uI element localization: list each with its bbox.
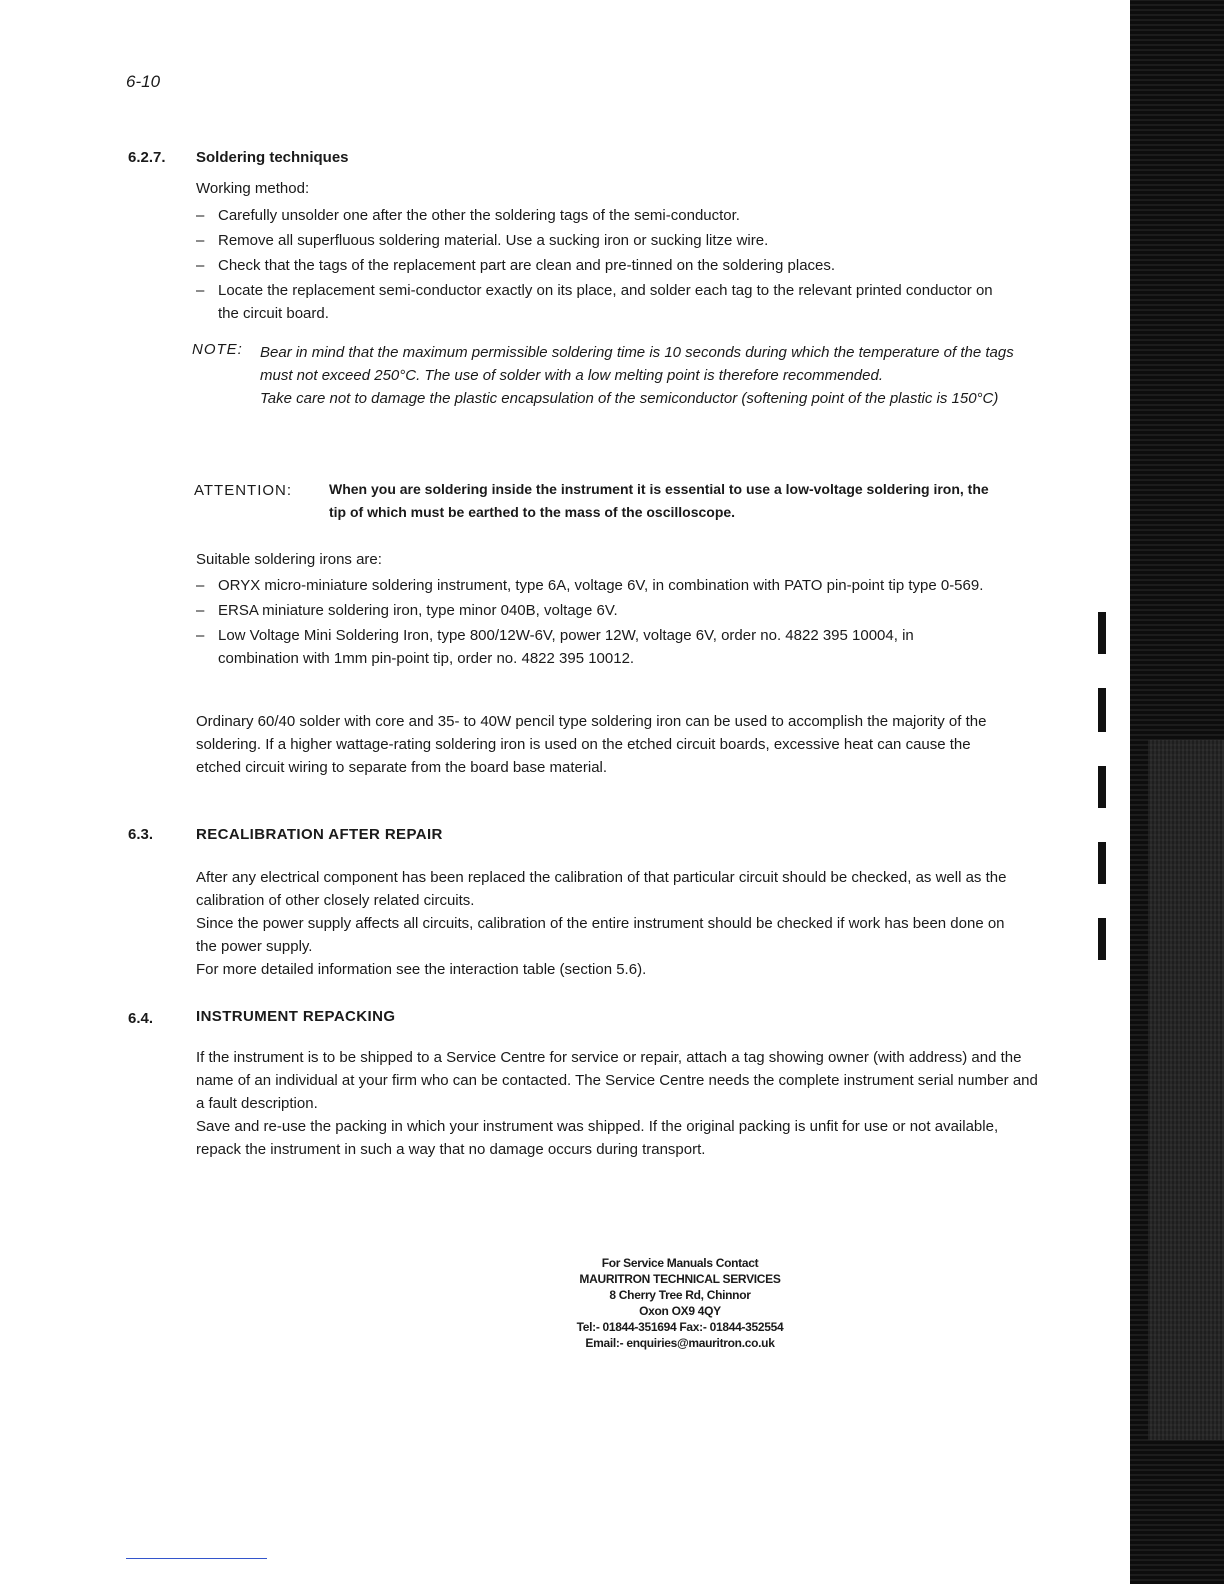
- recalibration-paragraph-3: For more detailed information see the interaction table (section 5.6).: [196, 961, 647, 978]
- binder-hole-mark: [1098, 688, 1106, 732]
- binder-hole-mark: [1098, 918, 1106, 960]
- list-item: – Locate the replacement semi-conductor exactly on its place, and solder each tag to the relevant printed conductor on the circuit board.: [196, 279, 1016, 325]
- contact-line: Email:- enquiries@mauritron.co.uk: [585, 1336, 775, 1350]
- binder-hole-mark: [1098, 766, 1106, 808]
- binder-hole-mark: [1098, 612, 1106, 654]
- note-label: NOTE:: [192, 341, 243, 358]
- section-number-6-4: 6.4.: [128, 1010, 154, 1027]
- list-item: – Carefully unsolder one after the other the soldering tags of the semi-conductor.: [196, 204, 1016, 227]
- section-number-6-2-7: 6.2.7.: [128, 149, 166, 166]
- contact-line: 8 Cherry Tree Rd, Chinnor: [609, 1288, 751, 1302]
- contact-line: MAURITRON TECHNICAL SERVICES: [579, 1272, 781, 1286]
- working-method-steps: [196, 204, 1016, 327]
- section-title-instrument-repacking: INSTRUMENT REPACKING: [196, 1008, 396, 1025]
- attention-label: ATTENTION:: [194, 482, 293, 499]
- working-method-intro: Working method:: [196, 180, 310, 197]
- soldering-irons-list: [196, 574, 996, 672]
- ordinary-solder-paragraph: Ordinary 60/40 solder with core and 35- to 40W pencil type soldering iron can be used to accomplish the majority of the soldering. If a higher wattage-rating soldering iron is used on the etched circuit boards, excessive heat can cause the etched circuit wiring to separate from the board base material.: [196, 713, 987, 776]
- contact-line: Oxon OX9 4QY: [639, 1304, 721, 1318]
- scan-edge-texture: [1148, 740, 1224, 1440]
- section-title-recalibration: RECALIBRATION AFTER REPAIR: [196, 826, 443, 843]
- list-item: – ORYX micro-miniature soldering instrument, type 6A, voltage 6V, in combination with PATO pin-point tip type 0-569.: [196, 574, 996, 597]
- service-contact-block: [560, 1255, 800, 1351]
- list-item: – Check that the tags of the replacement part are clean and pre-tinned on the soldering places.: [196, 254, 1016, 277]
- note-body: [260, 341, 1020, 410]
- footer-rule: [126, 1558, 267, 1559]
- suitable-irons-intro: Suitable soldering irons are:: [196, 551, 382, 568]
- list-item: – ERSA miniature soldering iron, type minor 040B, voltage 6V.: [196, 599, 996, 622]
- note-text: Take care not to damage the plastic encapsulation of the semiconductor (softening point of the plastic is 150°C): [260, 390, 999, 407]
- contact-line: Tel:- 01844-351694 Fax:- 01844-352554: [576, 1320, 784, 1334]
- repacking-paragraph-1: If the instrument is to be shipped to a Service Centre for service or repair, attach a tag showing owner (with address) and the name of an individual at your firm who can be contacted. The Service Centre needs the complete instrument serial number and a fault description.: [196, 1049, 1038, 1112]
- contact-line: For Service Manuals Contact: [601, 1256, 759, 1270]
- page-number: 6-10: [126, 72, 161, 91]
- section-number-6-3: 6.3.: [128, 826, 154, 843]
- section-title-soldering-techniques: Soldering techniques: [196, 149, 349, 166]
- recalibration-paragraph-1: After any electrical component has been replaced the calibration of that particular circuit should be checked, as well as the calibration of other closely related circuits.: [196, 869, 1007, 909]
- note-text: Bear in mind that the maximum permissible soldering time is 10 seconds during which the temperature of the tags must not exceed 250°C. The use of solder with a low melting point is therefore recommended.: [260, 344, 1014, 384]
- binder-hole-mark: [1098, 842, 1106, 884]
- attention-text: When you are soldering inside the instrument it is essential to use a low-voltage soldering iron, the tip of which must be earthed to the mass of the oscilloscope.: [329, 481, 989, 520]
- repacking-paragraph-2: Save and re-use the packing in which your instrument was shipped. If the original packing is unfit for use or not available, repack the instrument in such a way that no damage occurs during transport.: [196, 1118, 999, 1158]
- list-item: – Remove all superfluous soldering material. Use a sucking iron or sucking litze wire.: [196, 229, 1016, 252]
- recalibration-paragraph-2: Since the power supply affects all circuits, calibration of the entire instrument should be checked if work has been done on the power supply.: [196, 915, 1005, 955]
- list-item: – Low Voltage Mini Soldering Iron, type 800/12W-6V, power 12W, voltage 6V, order no. 4822 395 10004, in combination with 1mm pin-point tip, order no. 4822 395 10012.: [196, 624, 996, 670]
